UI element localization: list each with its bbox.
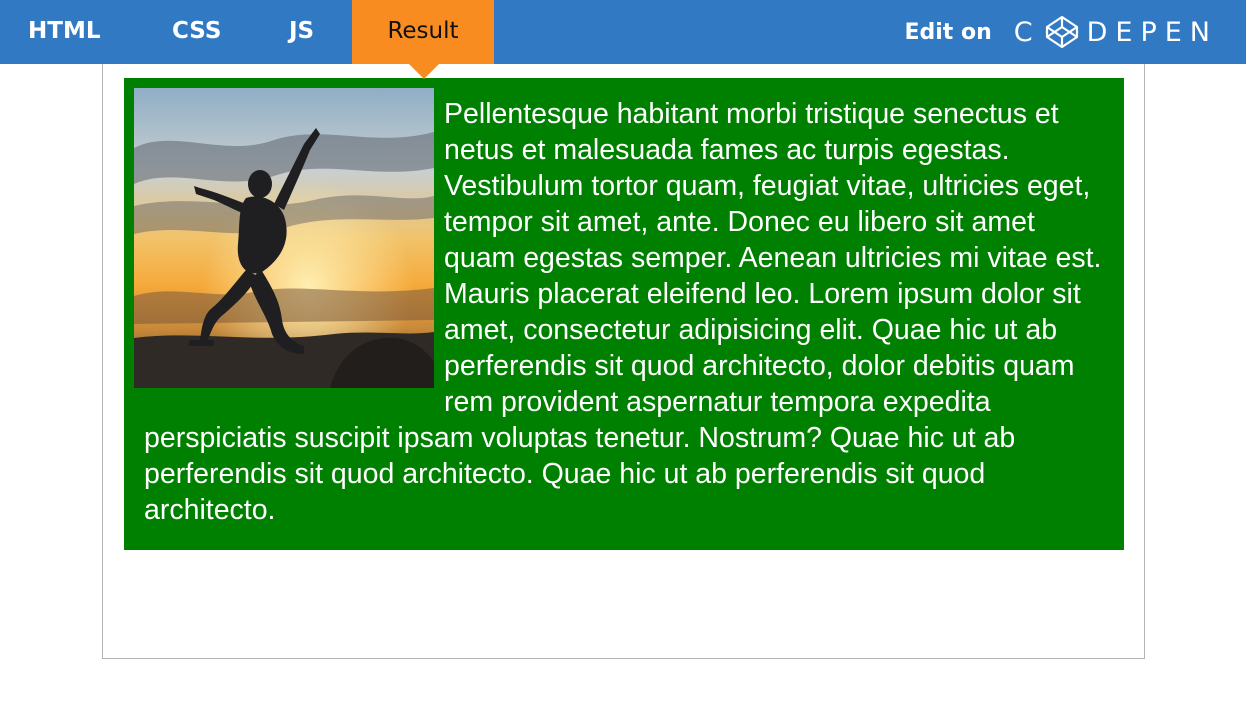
tab-result[interactable]: Result	[352, 0, 494, 64]
content-card	[124, 78, 1124, 550]
edit-on-label: Edit on	[904, 19, 992, 45]
codepen-wordmark	[1014, 15, 1218, 49]
tab-js[interactable]: JS	[289, 18, 315, 44]
brand-prefix: C	[1013, 16, 1041, 48]
edit-on-codepen-link[interactable]	[904, 0, 1218, 64]
codepen-logo-icon	[1045, 15, 1079, 49]
lorem-paragraph: Pellentesque habitant morbi tristique senectus et netus et malesuada fames ac turpis egestas. Vestibulum tortor quam, feugiat vitae, ultricies eget, tempor sit amet, ante. Donec eu libero sit amet quam egestas semper. Aenean ultricies mi vitae est. Mauris placerat eleifend leo. Lorem ipsum dolor sit amet, consectetur adipisicing elit. Quae hic ut ab perferendis sit quod architecto, dolor debitis quam rem provident aspernatur tempora expedita perspiciatis suscipit ipsam voluptas tenetur. Nostrum? Quae hic ut ab perferendis sit quod architecto. Quae hic ut ab perferendis sit quod architecto.	[144, 98, 1102, 526]
codepen-embed-header	[0, 0, 1246, 64]
tab-html[interactable]: HTML	[28, 18, 101, 44]
jumping-person-sunset-image	[134, 88, 434, 388]
tab-css[interactable]: CSS	[172, 18, 222, 44]
active-tab-pointer	[409, 64, 439, 79]
brand-name: DEPEN	[1086, 16, 1218, 48]
